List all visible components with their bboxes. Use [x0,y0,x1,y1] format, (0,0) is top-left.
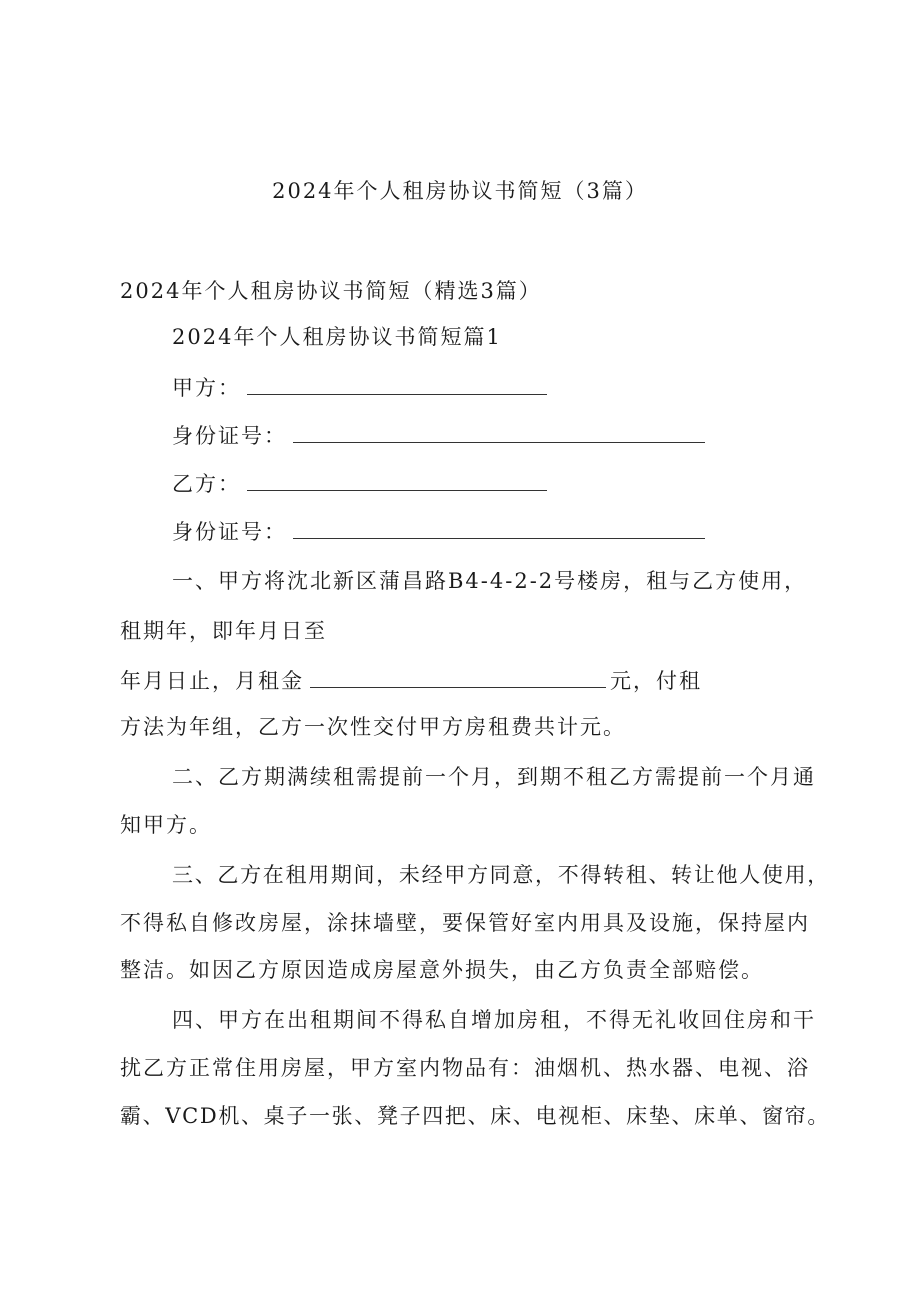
party-b-id-row [172,516,705,547]
clause-1-line-2: 租期年，即年月日至 [120,619,327,643]
clause-1-line-3 [120,665,702,696]
clause-2-line-2: 知甲方。 [120,813,212,837]
document-subtitle: 2024年个人租房协议书简短（精选3篇） [120,279,542,303]
clause-1-rent-suffix: 元，付租 [610,669,702,693]
party-a-id-blank [293,420,705,443]
clause-1-line-4: 方法为年组，乙方一次性交付甲方房租费共计元。 [120,715,626,739]
clause-4-line-2: 扰乙方正常住用房屋，甲方室内物品有：油烟机、热水器、电视、浴 [120,1056,810,1080]
rent-amount-blank [310,665,606,688]
document-title: 2024年个人租房协议书简短（3篇） [272,179,648,203]
party-b-id-blank [293,516,705,539]
party-b-id-label: 身份证号： [172,520,287,544]
party-b-blank [247,468,547,491]
clause-3-line-2: 不得私自修改房屋，涂抹墙壁，要保管好室内用具及设施，保持屋内 [120,911,810,935]
clause-2-line-1: 二、乙方期满续租需提前一个月，到期不租乙方需提前一个月通 [172,765,816,789]
party-a-blank [247,372,547,395]
party-a-row [172,372,547,403]
party-a-id-row [172,420,705,451]
clause-3-line-3: 整洁。如因乙方原因造成房屋意外损失，由乙方负责全部赔偿。 [120,958,764,982]
clause-3-line-1: 三、乙方在租用期间，未经甲方同意，不得转租、转让他人使用， [172,863,830,887]
party-b-label: 乙方： [172,472,241,496]
clause-1-line-1: 一、甲方将沈北新区蒲昌路B4-4-2-2号楼房，租与乙方使用， [172,569,808,593]
section-heading: 2024年个人租房协议书简短篇1 [172,325,502,349]
party-a-id-label: 身份证号： [172,424,287,448]
clause-4-line-3: 霸、VCD机、桌子一张、凳子四把、床、电视柜、床垫、床单、窗帘。 [120,1104,831,1128]
clause-4-line-1: 四、甲方在出租期间不得私自增加房租，不得无礼收回住房和干 [172,1008,816,1032]
clause-1-rent-label: 年月日止，月租金 [120,669,304,693]
party-a-label: 甲方： [172,376,241,400]
party-b-row [172,468,547,499]
